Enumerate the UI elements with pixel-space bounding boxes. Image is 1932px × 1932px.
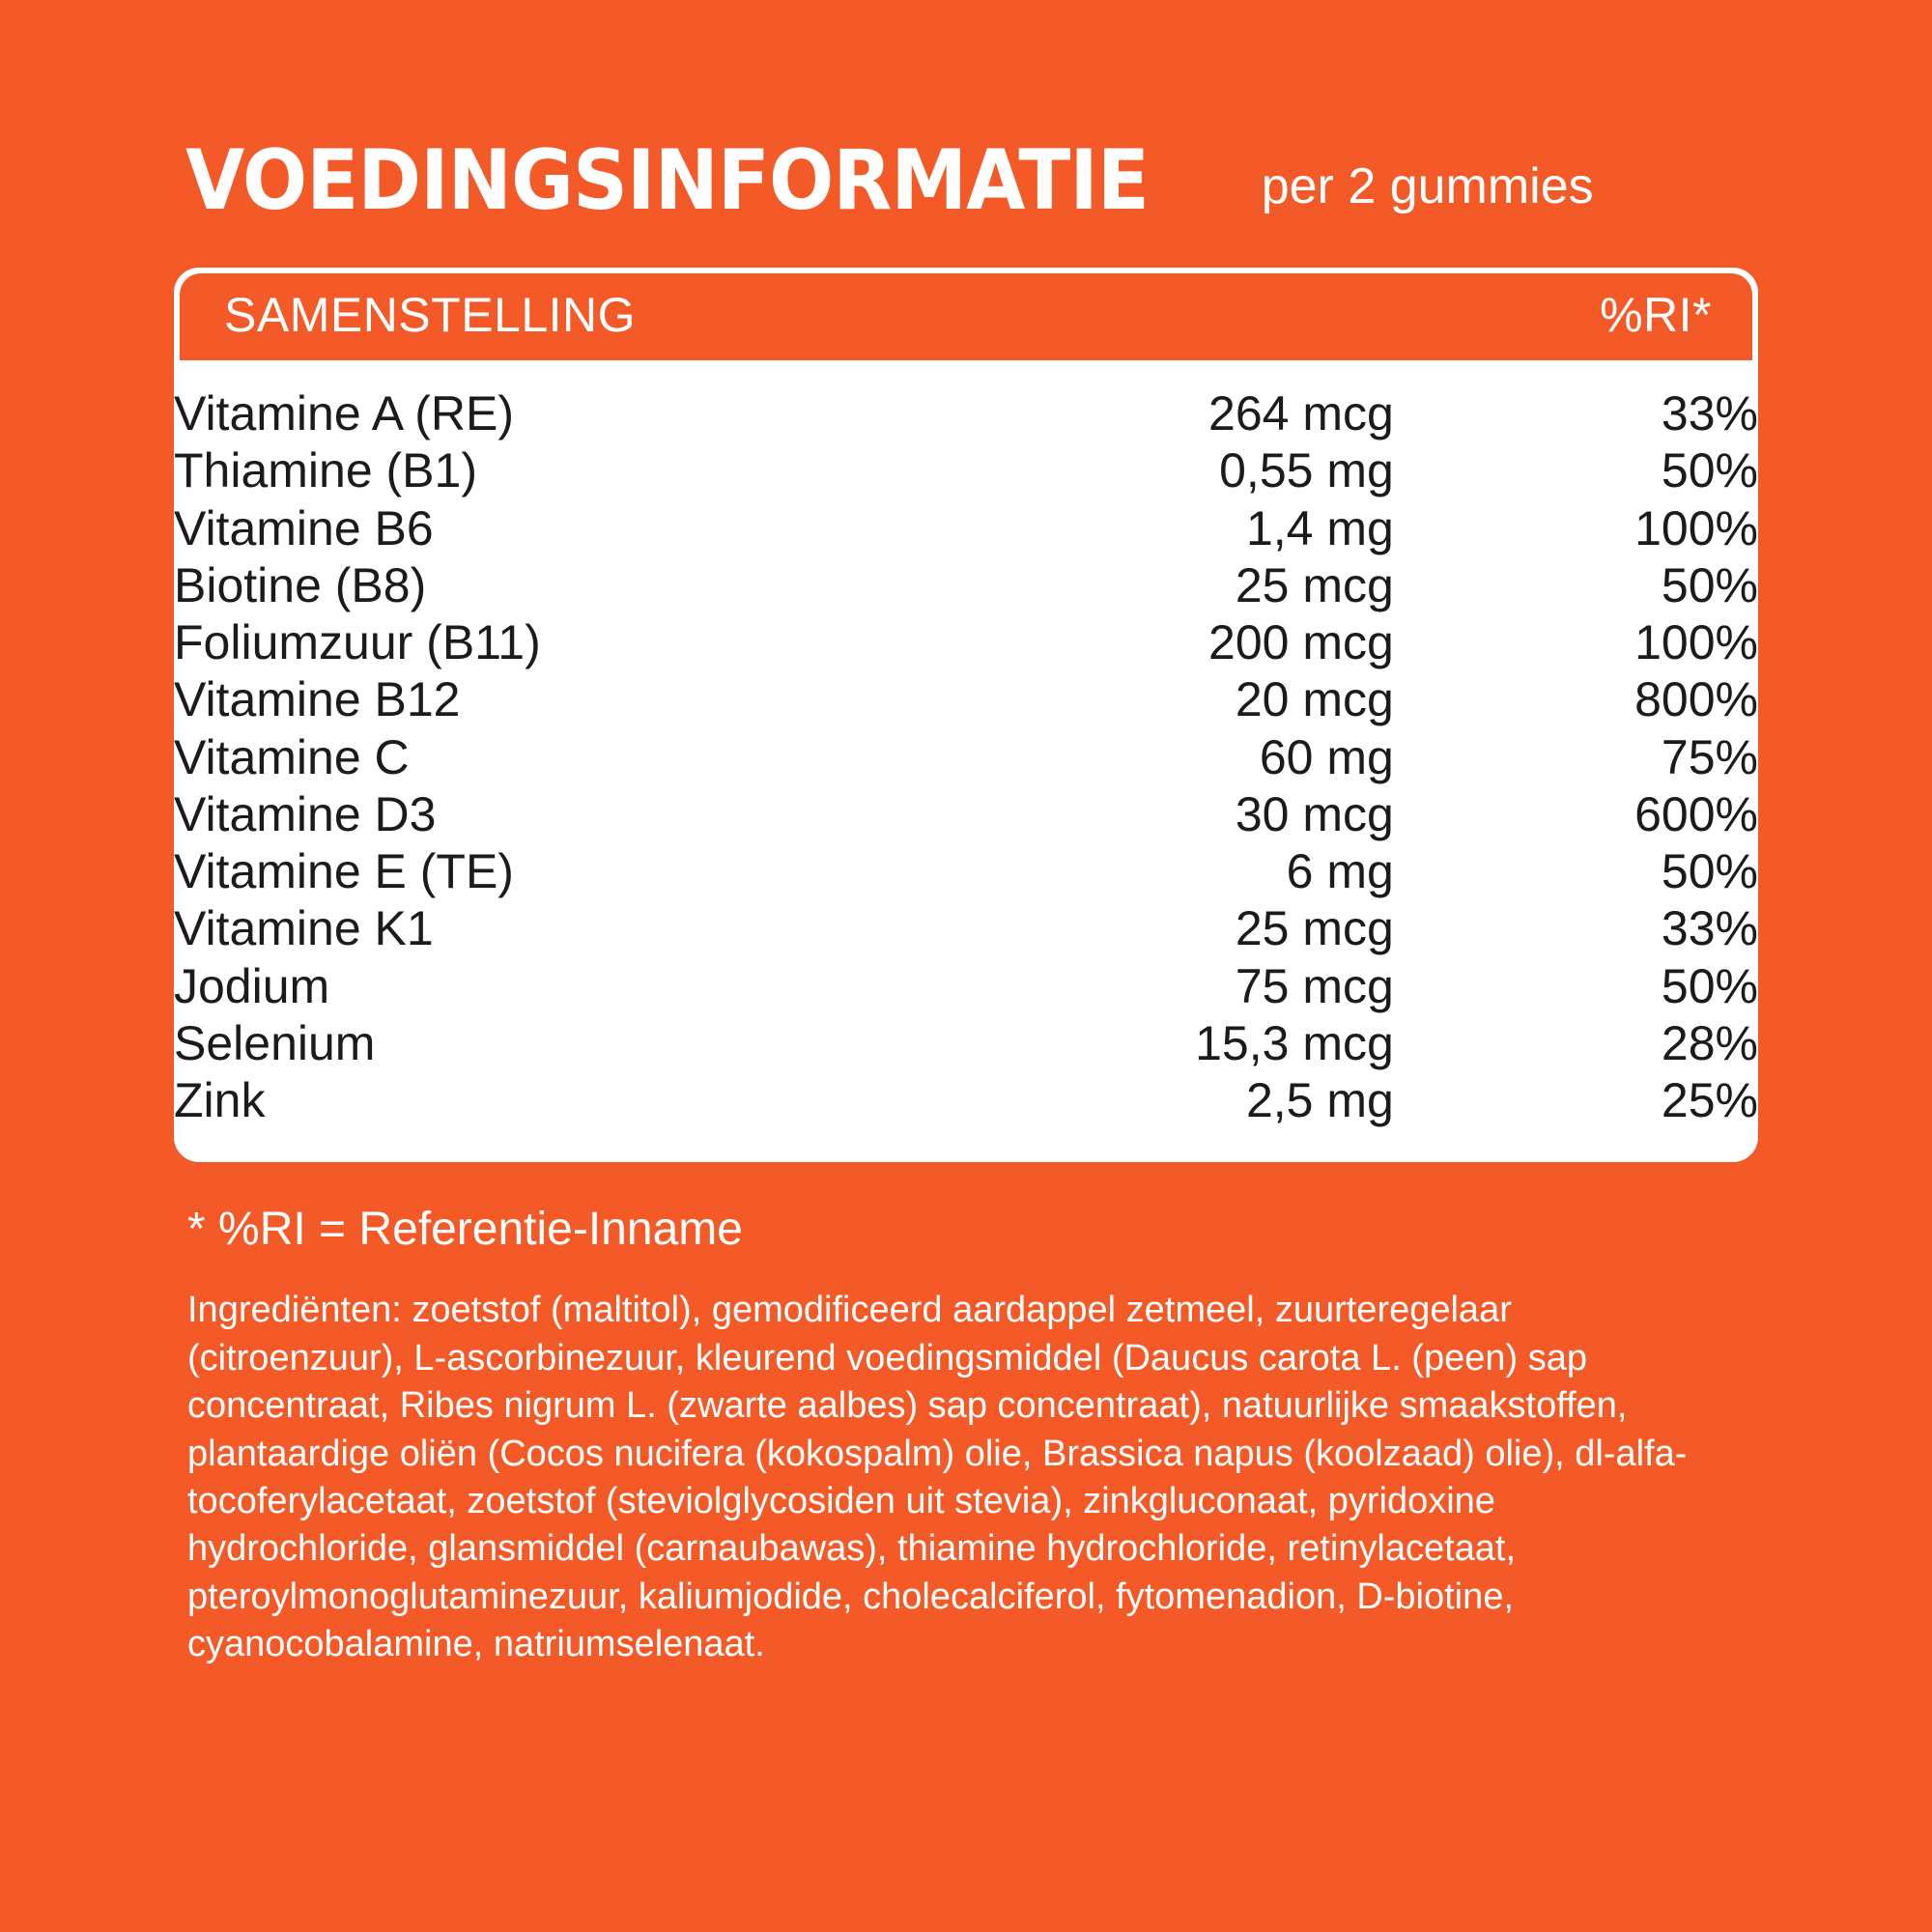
nutrient-ri: 75% bbox=[1661, 729, 1758, 784]
nutrient-ri: 33% bbox=[1661, 901, 1758, 956]
nutrient-name: Foliumzuur (B11) bbox=[174, 615, 541, 670]
nutrient-ri: 33% bbox=[1661, 386, 1758, 441]
table-row bbox=[174, 614, 1758, 671]
page-title: VOEDINGSINFORMATIE bbox=[185, 132, 1150, 229]
nutrient-name: Biotine (B8) bbox=[174, 557, 427, 612]
nutrient-ri: 28% bbox=[1661, 1015, 1758, 1070]
nutrient-name: Vitamine B12 bbox=[174, 672, 461, 727]
nutrient-amount: 1,4 mg bbox=[1245, 500, 1394, 555]
nutrient-name: Jodium bbox=[174, 958, 330, 1013]
nutrient-ri: 100% bbox=[1634, 615, 1758, 670]
table-row bbox=[174, 1072, 1758, 1162]
nutrition-table bbox=[174, 360, 1758, 1162]
nutrient-name: Vitamine K1 bbox=[174, 901, 434, 956]
nutrient-amount: 30 mcg bbox=[1235, 786, 1394, 841]
nutrient-name: Vitamine B6 bbox=[174, 500, 434, 555]
serving-size-label: per 2 gummies bbox=[1261, 158, 1594, 215]
table-row bbox=[174, 900, 1758, 957]
nutrient-ri: 600% bbox=[1634, 786, 1758, 841]
nutrient-amount: 0,55 mg bbox=[1219, 443, 1394, 498]
table-row bbox=[174, 786, 1758, 843]
nutrient-ri: 50% bbox=[1661, 958, 1758, 1013]
ingredients-text: Ingrediënten: zoetstof (maltitol), gemodificeerd aardappel zetmeel, zuurteregelaar (citroenzuur), L-ascorbinezuur, kleurend voedingsmiddel (Daucus carota L. (peen) sap concentraat, Ribes nigrum L. (zwarte aalbes) sap concentraat), natuurlijke smaakstoffen, plantaardige oliën (Cocos nucifera (kokospalm) olie, Brassica napus (koolzaad) olie), dl-alfa-tocoferylacetaat, zoetstof (steviolglycosiden uit stevia), zinkgluconaat, pyridoxine hydrochloride, glansmiddel (carnaubawas), thiamine hydrochloride, retinylacetaat, pteroylmonoglutaminezuur, kaliumjodide, cholecalciferol, fytomenadion, D-biotine, cyanocobalamine, natriumselenaat. bbox=[187, 1290, 1688, 1665]
ri-footnote: * %RI = Referentie-Inname bbox=[187, 1204, 743, 1256]
nutrient-amount: 75 mcg bbox=[1235, 958, 1394, 1013]
nutrient-name: Selenium bbox=[174, 1015, 376, 1070]
table-header-row bbox=[180, 273, 1752, 360]
nutrient-amount: 200 mcg bbox=[1208, 615, 1394, 670]
nutrient-name: Vitamine E (TE) bbox=[174, 844, 514, 899]
nutrient-ri: 100% bbox=[1634, 500, 1758, 555]
table-row bbox=[174, 500, 1758, 557]
nutrient-ri: 50% bbox=[1661, 443, 1758, 498]
nutrient-ri: 50% bbox=[1661, 557, 1758, 612]
table-row bbox=[174, 1015, 1758, 1072]
nutrient-amount: 15,3 mcg bbox=[1195, 1015, 1394, 1070]
nutrient-name: Thiamine (B1) bbox=[174, 443, 477, 498]
nutrient-amount: 25 mcg bbox=[1235, 901, 1394, 956]
column-header-composition: SAMENSTELLING bbox=[224, 288, 637, 343]
table-row bbox=[174, 360, 1758, 442]
nutrition-table-card bbox=[174, 268, 1758, 1162]
nutrient-ri: 800% bbox=[1634, 672, 1758, 727]
nutrient-name: Vitamine C bbox=[174, 729, 410, 784]
nutrient-amount: 6 mg bbox=[1286, 844, 1394, 899]
table-row bbox=[174, 671, 1758, 728]
header bbox=[174, 0, 1758, 229]
nutrient-amount: 264 mcg bbox=[1208, 386, 1394, 441]
table-row bbox=[174, 729, 1758, 786]
nutrient-amount: 20 mcg bbox=[1235, 672, 1394, 727]
nutrient-amount: 2,5 mg bbox=[1245, 1073, 1394, 1128]
table-row bbox=[174, 843, 1758, 900]
nutrient-name: Vitamine D3 bbox=[174, 786, 437, 841]
nutrient-ri: 50% bbox=[1661, 844, 1758, 899]
nutrient-name: Zink bbox=[174, 1073, 266, 1128]
table-row bbox=[174, 557, 1758, 614]
nutrient-amount: 60 mg bbox=[1259, 729, 1394, 784]
nutrient-amount: 25 mcg bbox=[1235, 557, 1394, 612]
column-header-ri: %RI* bbox=[1600, 288, 1712, 343]
table-row bbox=[174, 442, 1758, 499]
nutrient-ri: 25% bbox=[1661, 1073, 1758, 1128]
table-row bbox=[174, 958, 1758, 1015]
nutrition-table-body bbox=[174, 360, 1758, 1162]
nutrient-name: Vitamine A (RE) bbox=[174, 386, 515, 441]
